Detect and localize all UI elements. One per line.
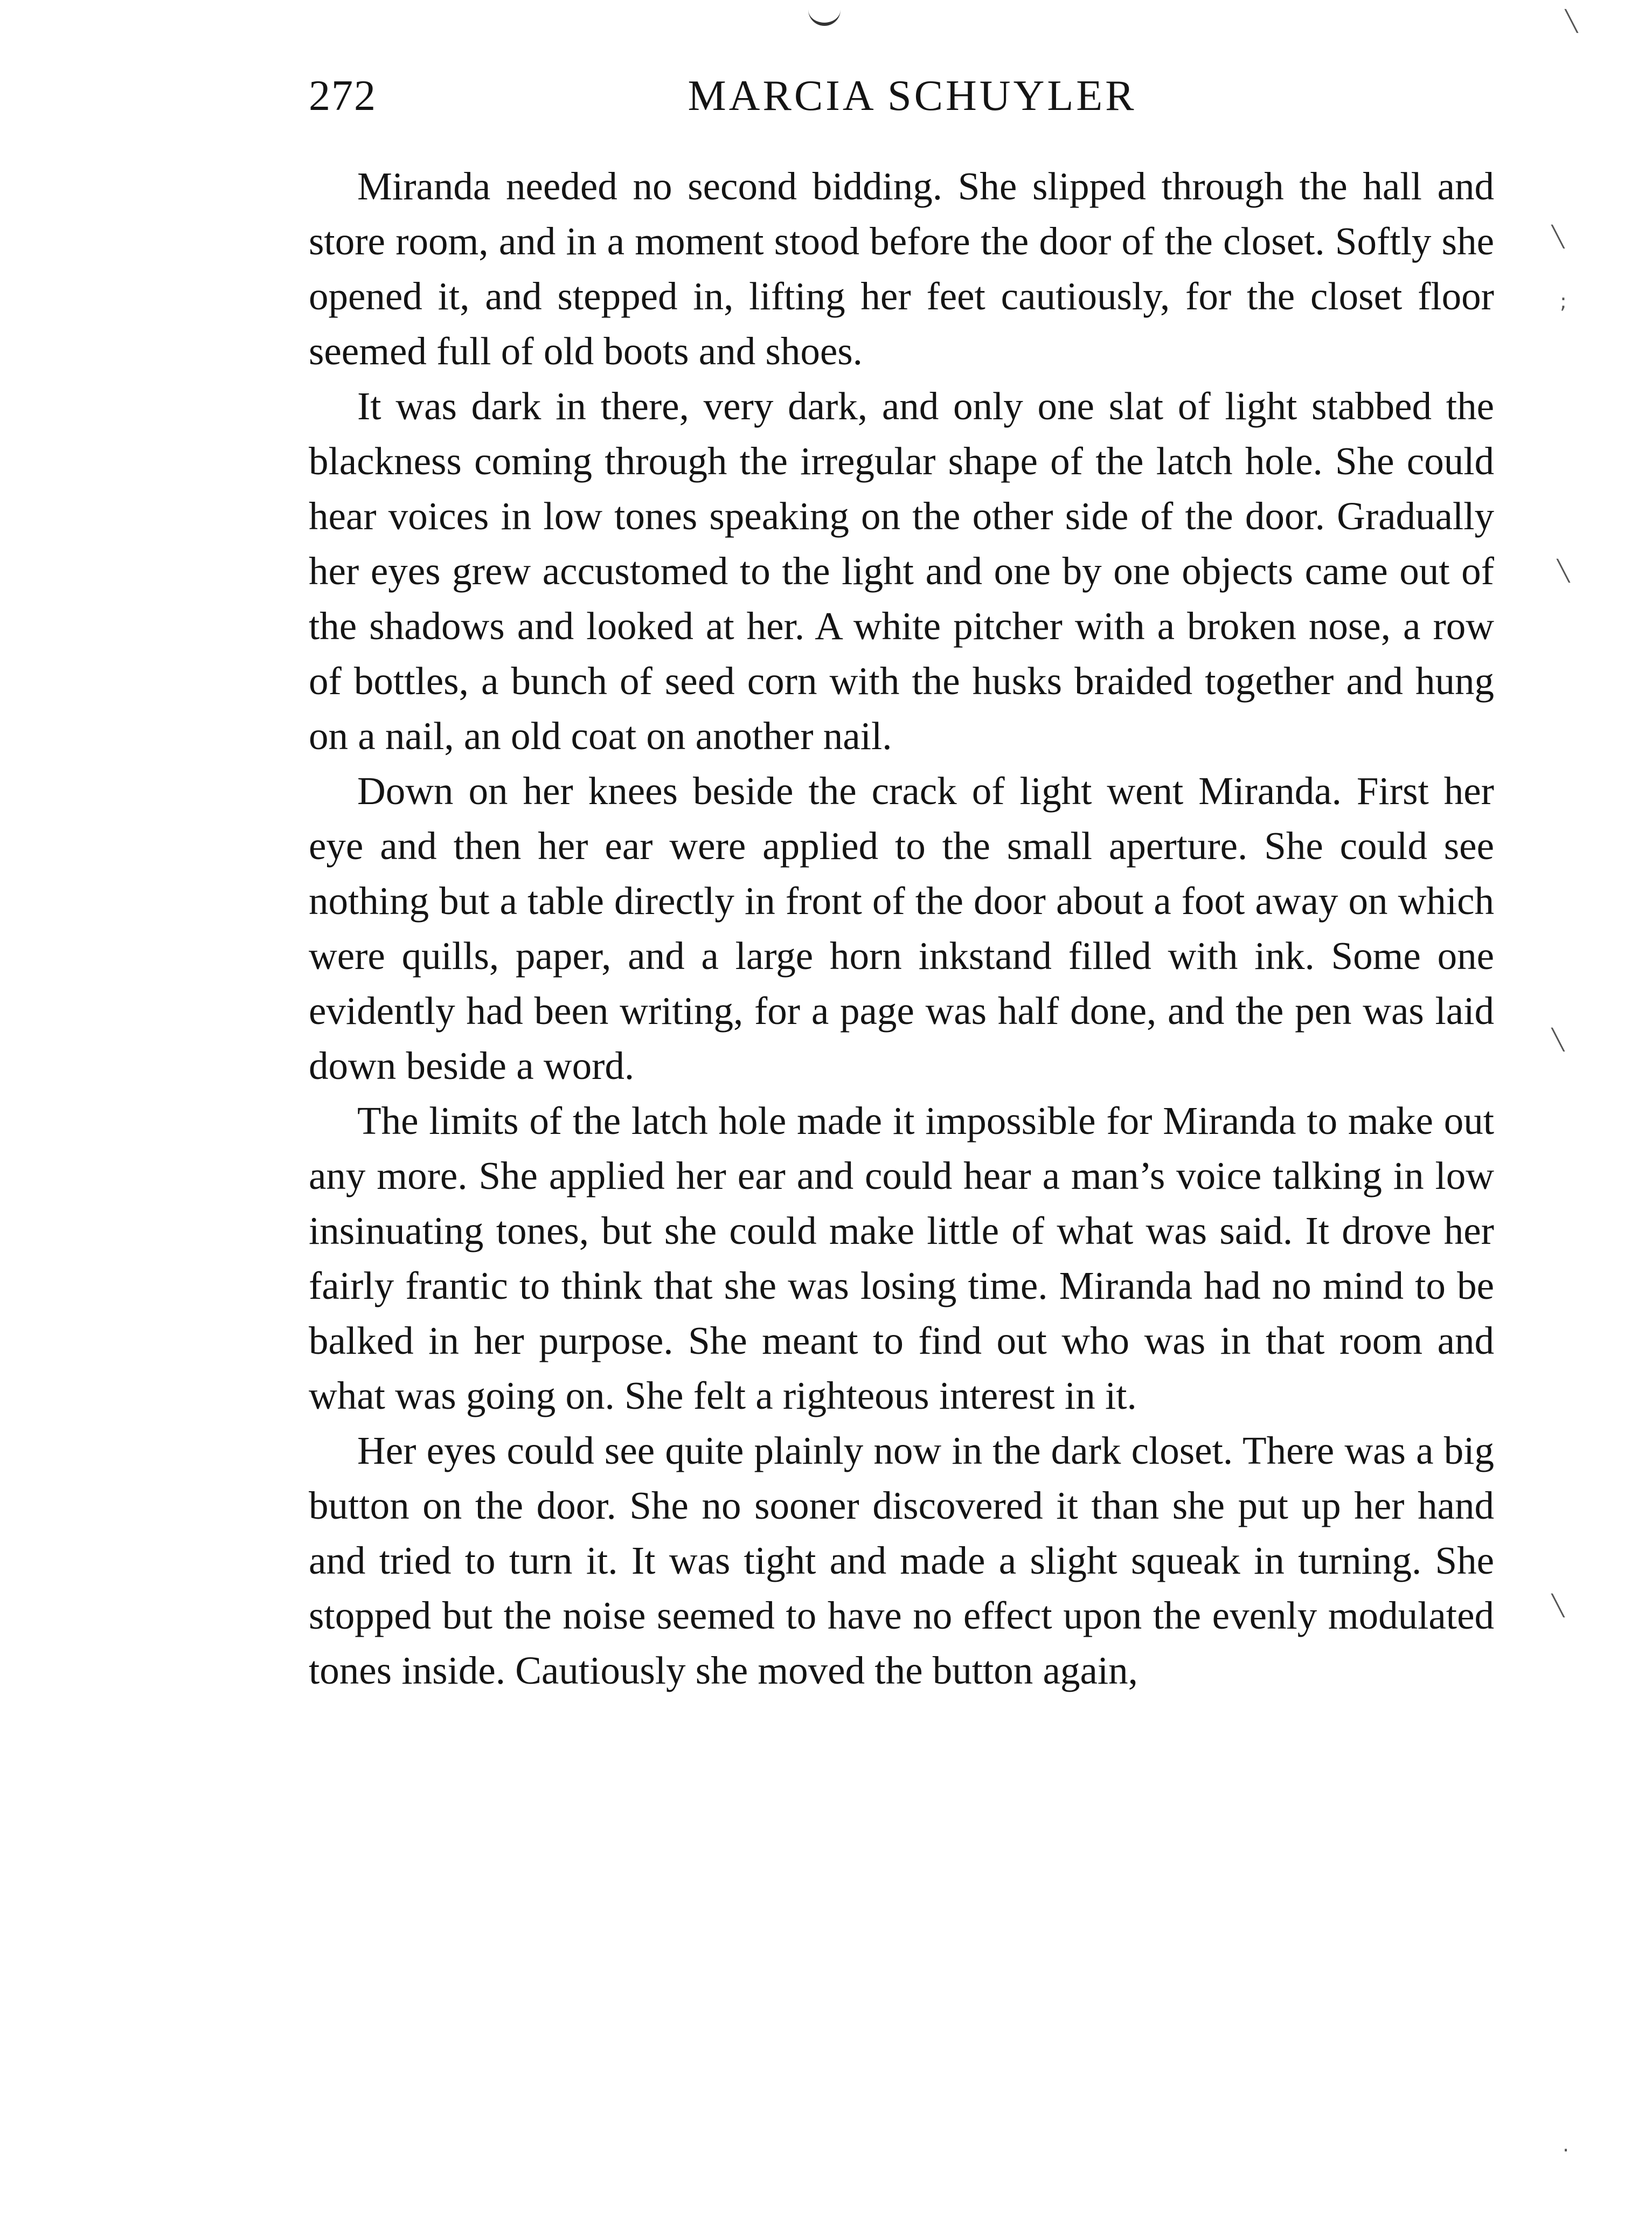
margin-speck: ╲ <box>1552 1594 1564 1617</box>
paragraph-5: Her eyes could see quite plainly now in the dark closet. There was a big button on the door. She no sooner discovered it than she put up her hand and tried to turn it. It was tight and made a slight squeak in turning. She stopped but the noise seemed to have no effect upon the evenly modulated tones inside. Cautiously she moved the button again, <box>309 1429 1494 1692</box>
margin-speck: ; <box>1560 289 1567 313</box>
paragraph-1: Miranda needed no second bidding. She slipped through the hall and store room, and in a moment stood before the door of the closet. Softly she opened it, and stepped in, lifting her feet cautiously, for the closet floor seemed full of old boots and shoes. <box>309 164 1494 373</box>
paragraph-2: It was dark in there, very dark, and only one slat of light stabbed the blackness coming through the irregular shape of the latch hole. She could hear voices in low tones speaking on the other side of the door. Gradually her eyes grew accustomed to the light and one by one objects came out of the shadows and looked at her. A white pitcher with a broken nose, a row of bottles, a bunch of seed corn with the husks braided together and hung on a nail, an old coat on another nail. <box>309 384 1494 758</box>
running-title: MARCIA SCHUYLER <box>688 72 1137 120</box>
paragraph-3: Down on her knees beside the crack of light went Miranda. First her eye and then her ear were applied to the small aperture. She could see nothing but a table directly in front of the door about a foot away on which were quills, paper, and a large horn inkstand filled with ink. Some one evidently had been writing, for a page was half done, and the pen was laid down beside a word. <box>309 769 1494 1088</box>
page-header <box>309 64 1494 128</box>
margin-speck: ╲ <box>1552 1028 1564 1051</box>
margin-speck: ╲ <box>1565 9 1578 33</box>
page-number: 272 <box>309 72 377 120</box>
paragraph-4: The limits of the latch hole made it impossible for Miranda to make out any more. She applied her ear and could hear a man’s voice talking in low insinuating tones, but she could make little of what was said. It drove her fairly frantic to think that she was losing time. Miranda had no mind to be balked in her purpose. She meant to find out who was in that room and what was going on. She felt a righteous interest in it. <box>309 1099 1494 1417</box>
margin-speck: ╲ <box>1557 559 1570 583</box>
top-ink-mark <box>808 6 841 26</box>
margin-speck: . <box>1563 2133 1570 2156</box>
body-text <box>309 159 1494 1698</box>
margin-speck: ╲ <box>1552 225 1564 248</box>
